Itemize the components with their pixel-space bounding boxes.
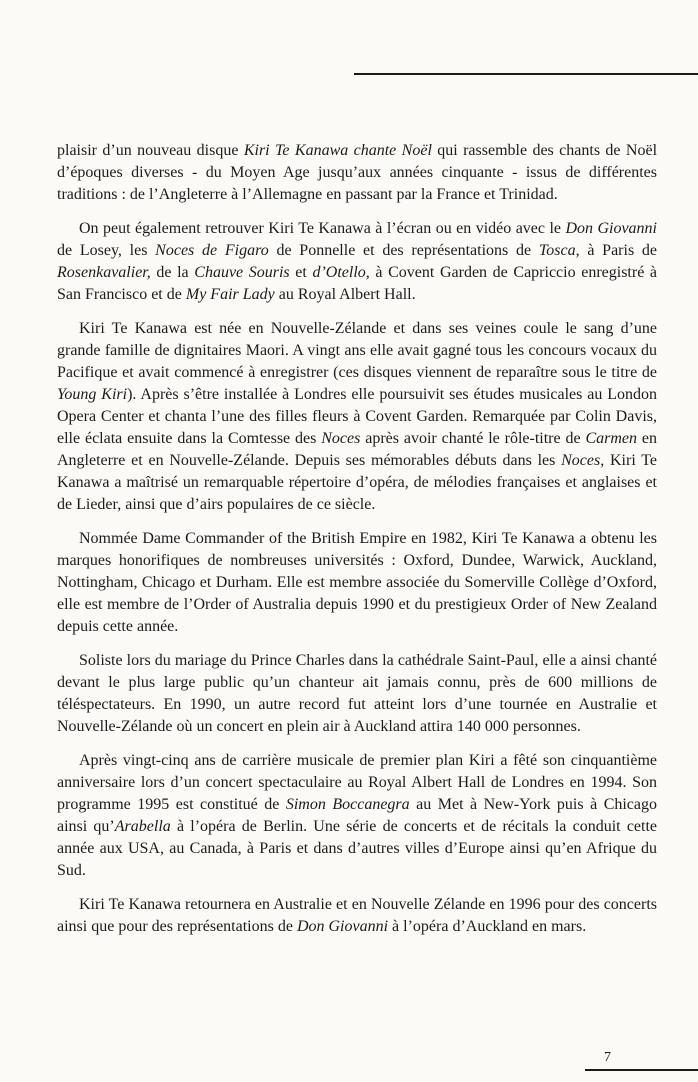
text-run: ). Après s’être installée à Londres elle poursuivit ses études musicales au London Opera Center et chanta l’une des filles fleurs à Covent Garden. Remarquée par Colin Davis, elle éclata ensuite dans la Comtesse des [57,386,657,447]
italic-title: Noces [321,430,361,447]
page-number: 7 [604,1050,611,1065]
text-run: Kiri Te Kanawa retournera en Australie et en Nouvelle Zélande en 1996 pour des concerts ainsi que pour des représentations de [57,896,657,935]
body-text [57,140,657,950]
paragraph-2 [57,218,657,306]
header-rule [354,73,698,75]
text-run: Kiri Te Kanawa a maîtrisé un remarquable répertoire d’opéra, de mélodies françaises et anglaises et de Lieder, ainsi que d’airs populaires de ce siècle. [57,452,657,513]
text-run: qui rassemble des chants de Noël d’époques diverses - du Moyen Age jusqu’aux années cinquante - issus de différentes traditions : de l’Angleterre à l’Allemagne en passant par la France et Trinidad. [57,142,658,203]
text-run: plaisir d’un nouveau disque [57,142,244,159]
text-run: au Royal Albert Hall. [274,286,416,303]
text-run: Après vingt-cinq ans de carrière musicale de premier plan Kiri a fêté son cinquantième anniversaire lors d’un concert spectaculaire au Royal Albert Hall de Londres en 1994. Son programme 1995 est constitué de [57,752,657,813]
text-run: de la [150,264,195,281]
text-run: après avoir chanté le rôle-titre de [360,430,586,447]
text-run: à l’opéra de Berlin. Une série de concerts et de récitals la conduit cette année aux USA, au Canada, à Paris et dans d’autres villes d’Europe ainsi qu’en Afrique du Sud. [57,818,658,879]
text-run: de Ponnelle et des représentations de [268,242,539,259]
italic-title: My Fair Lady [185,286,275,303]
italic-title: Chauve Souris [194,264,290,281]
text-run: Soliste lors du mariage du Prince Charles dans la cathédrale Saint-Paul, elle a ainsi chanté devant le plus large public qu’un chanteur ait jamais connu, près de 600 millions de téléspectateurs. En 1990, un autre record fut atteint lors d’une tournée en Australie et Nouvelle-Zélande où un concert en plein air à Auckland attira 140 000 personnes. [57,652,657,735]
italic-title: Arabella [114,818,171,835]
footer-rule [585,1069,698,1071]
text-run: à Covent Garden de Capriccio enregistré à San Francisco et de [57,264,658,303]
text-run: et [289,264,313,281]
paragraph-5 [57,650,657,738]
italic-title: Rosenkavalier, [57,264,151,281]
italic-title: Simon Boccanegra [285,796,410,813]
paragraph-7 [57,894,657,938]
italic-title: Carmen [585,430,638,447]
paragraph-3 [57,318,657,516]
text-run: de Losey, les [57,242,156,259]
paragraph-6 [57,750,657,882]
italic-title: Kiri Te Kanawa chante Noël [243,142,432,159]
italic-title: Noces, [561,452,605,469]
text-run: en Angleterre et en Nouvelle-Zélande. Depuis ses mémorables débuts dans les [57,430,658,469]
text-run: Kiri Te Kanawa est née en Nouvelle-Zélande et dans ses veines coule le sang d’une grande famille de dignitaires Maori. A vingt ans elle avait gagné tous les concours vocaux du Pacifique et avait commencé à enregistrer (ces disques viennent de reparaître sous le titre de [57,320,657,381]
text-run: au Met à New-York puis à Chicago ainsi qu’ [57,796,658,835]
italic-title: Don Giovanni [565,220,658,237]
italic-title: Young Kiri [57,386,128,403]
text-run: à l’opéra d’Auckland en mars. [388,918,587,935]
text-run: On peut également retrouver Kiri Te Kanawa à l’écran ou en vidéo avec le [79,220,566,237]
italic-title: Don Giovanni [296,918,389,935]
text-run: Nommée Dame Commander of the British Empire en 1982, Kiri Te Kanawa a obtenu les marques honorifiques de nombreuses universités : Oxford, Dundee, Warwick, Auckland, Nottingham, Chicago et Durham. Elle est membre associée du Somerville Collège d’Oxford, elle est membre de l’Order of Australia depuis 1990 et du prestigieux Order of New Zealand depuis cette année. [57,530,657,635]
italic-title: Tosca, [538,242,580,259]
paragraph-1 [57,140,657,206]
italic-title: d’Otello, [312,264,370,281]
italic-title: Noces de Figaro [155,242,269,259]
paragraph-4 [57,528,657,638]
text-run: à Paris de [579,242,658,259]
